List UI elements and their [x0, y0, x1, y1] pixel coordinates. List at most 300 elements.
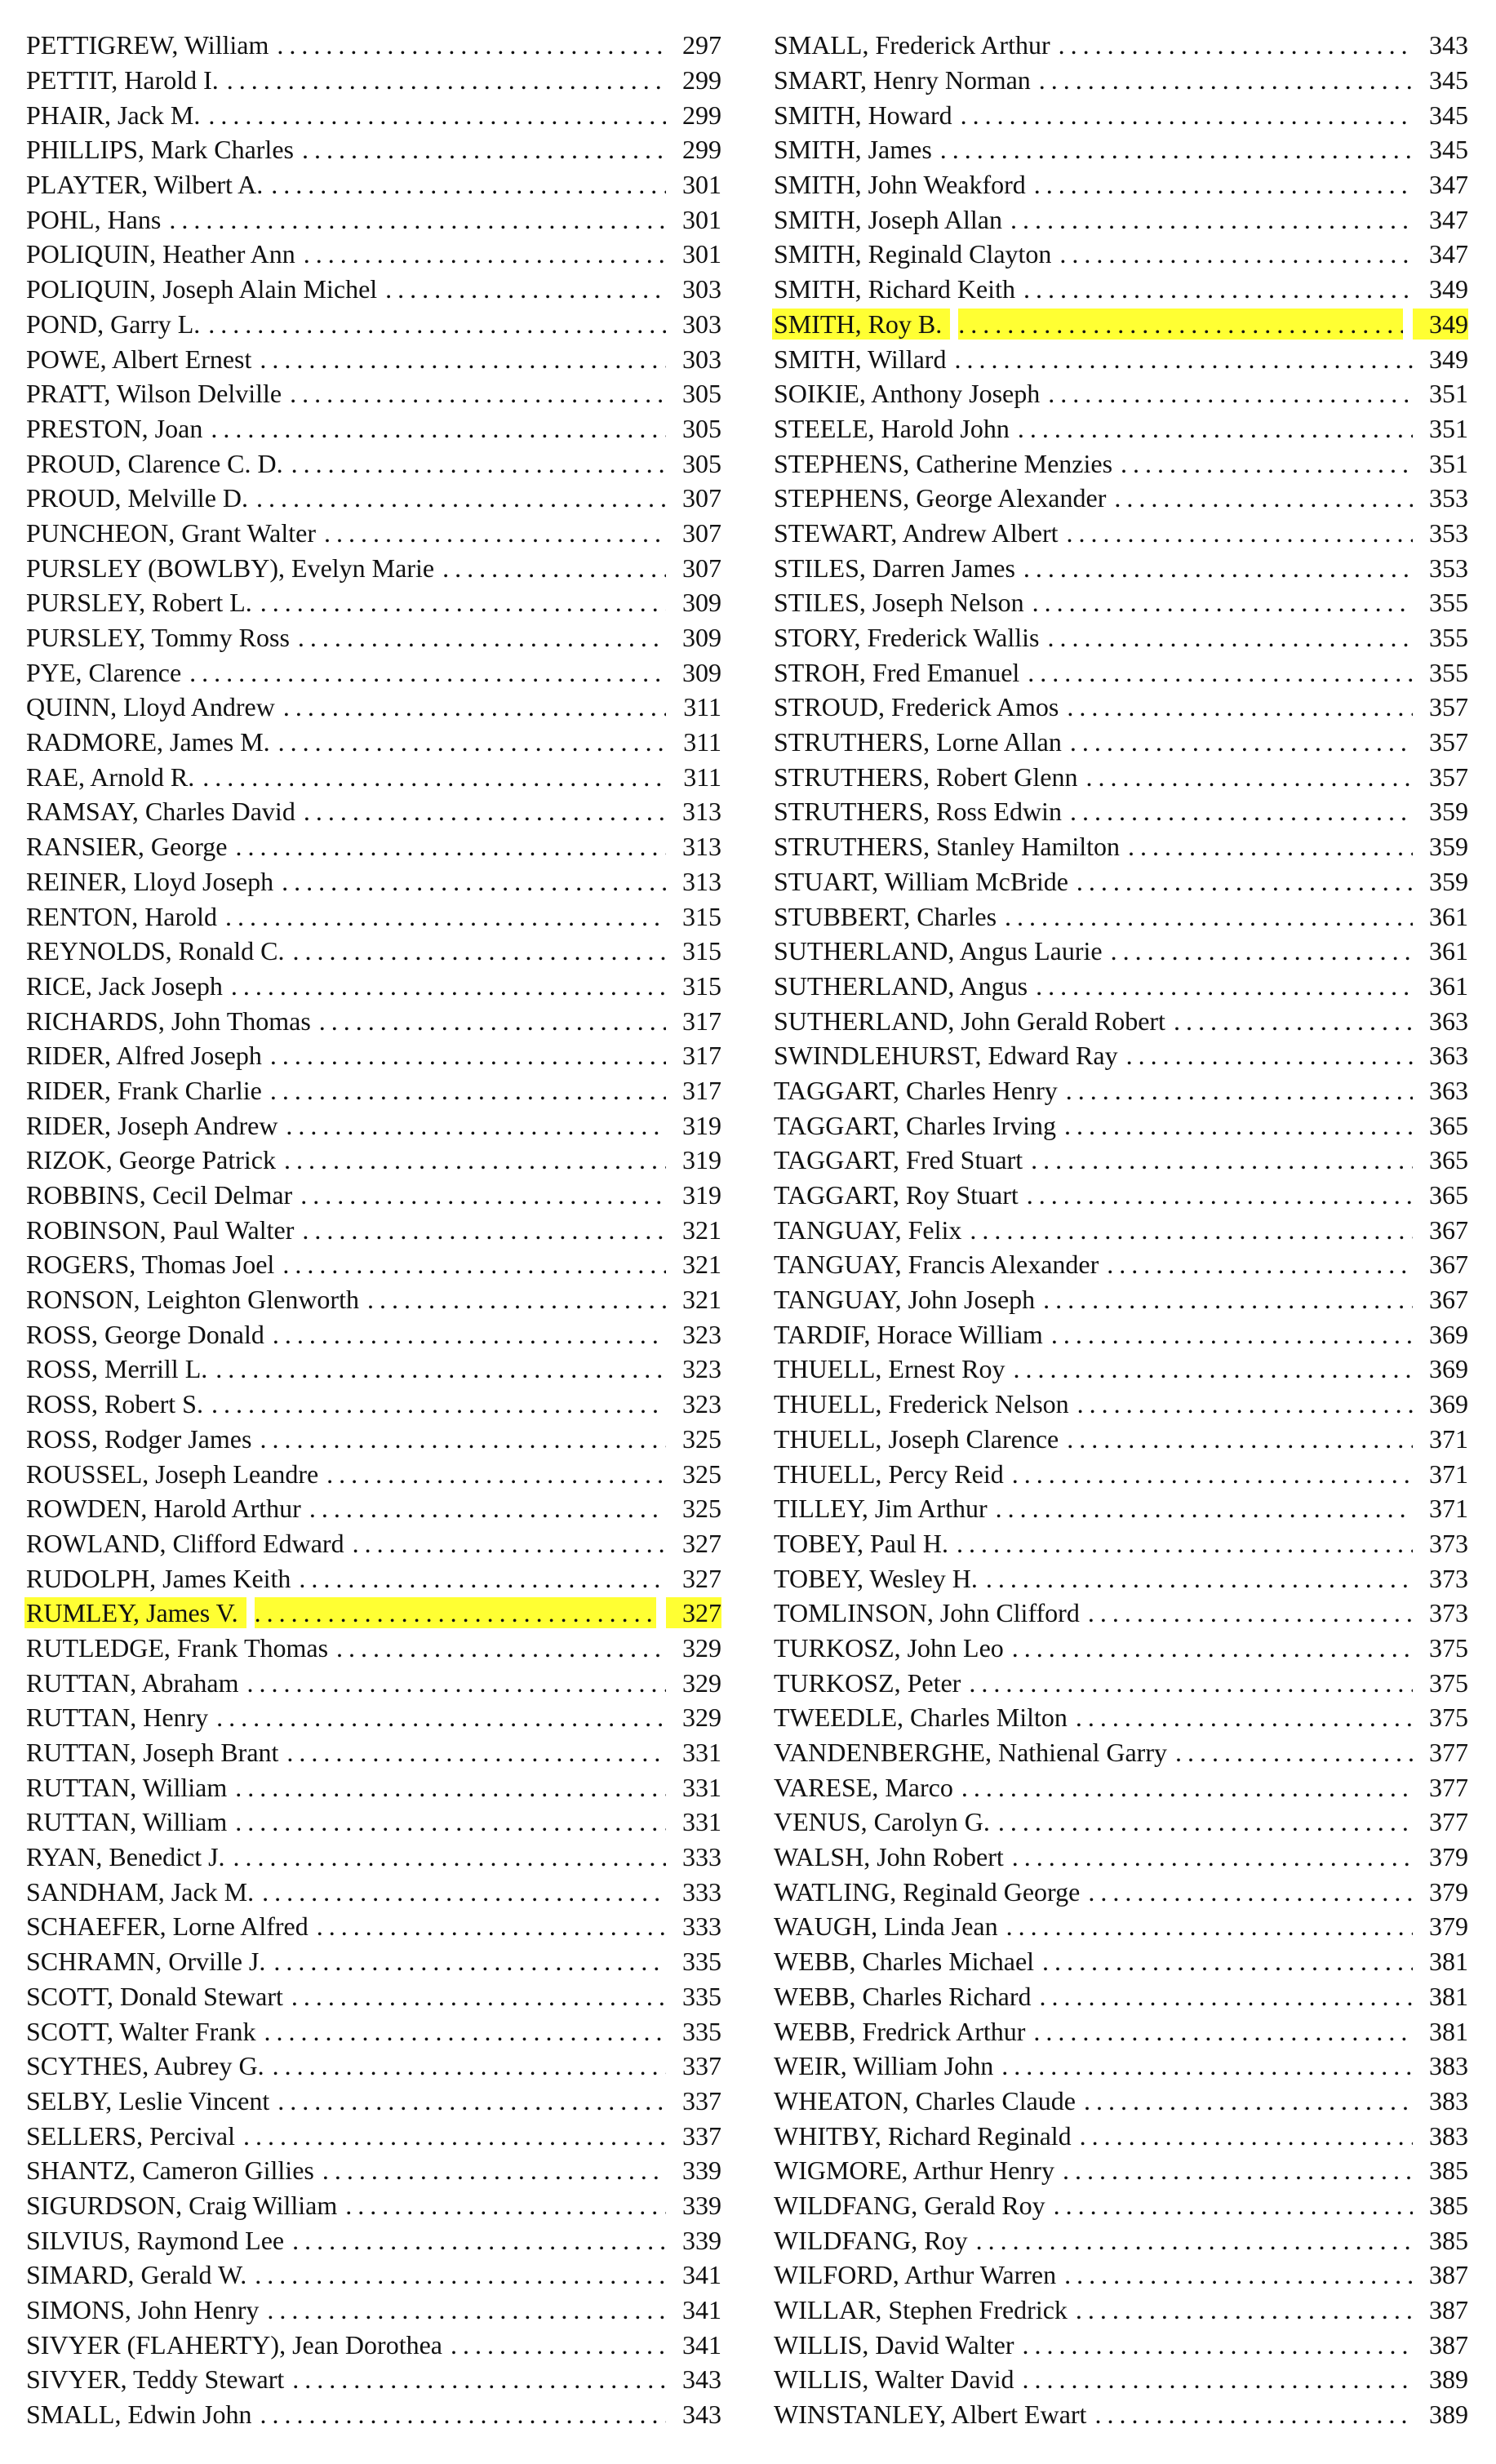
dot-leader: [1067, 517, 1413, 548]
dot-leader: [1023, 273, 1413, 304]
dot-leader: [1059, 29, 1413, 60]
entry-page-number: 341: [682, 2295, 721, 2325]
entry-page-number: 357: [1429, 761, 1468, 792]
entry-page-number: 337: [682, 2085, 721, 2115]
entry-page-number: 367: [1429, 1214, 1468, 1245]
index-entry: [26, 2222, 721, 2258]
entry-name: TANGUAY, Felix: [774, 1214, 962, 1245]
dot-leader: [1126, 1040, 1413, 1071]
index-entry: [774, 1247, 1468, 1282]
entry-name: SMITH, James: [774, 135, 932, 165]
index-column-right: [774, 28, 1468, 2431]
entry-page-number: 347: [1429, 239, 1468, 269]
index-entry: [26, 1561, 721, 1596]
dot-leader: [260, 344, 666, 375]
index-column-left: [26, 28, 721, 2431]
index-entry: [26, 341, 721, 376]
entry-page-number: 377: [1429, 1738, 1468, 1768]
entry-page-number: 299: [682, 135, 721, 165]
index-entry: [774, 690, 1468, 725]
entry-name: VENUS, Carolyn G.: [774, 1807, 990, 1837]
entry-name: SIMONS, John Henry: [26, 2295, 260, 2325]
entry-page-number: 373: [1429, 1528, 1468, 1558]
dot-leader: [271, 169, 666, 200]
entry-page-number: 327: [682, 1528, 721, 1558]
dot-leader: [1001, 2050, 1413, 2081]
entry-name: RIDER, Joseph Andrew: [26, 1110, 278, 1140]
entry-name: WILFORD, Arthur Warren: [774, 2260, 1057, 2290]
dot-leader: [1064, 2259, 1413, 2290]
entry-page-number: 335: [682, 1981, 721, 2011]
entry-page-number: 315: [682, 936, 721, 966]
dot-leader: [940, 134, 1413, 165]
dot-leader: [1080, 2120, 1413, 2151]
dot-leader: [309, 1493, 666, 1524]
entry-page-number: 335: [682, 2016, 721, 2046]
entry-page-number: 377: [1429, 1807, 1468, 1837]
index-entry: [26, 1631, 721, 1666]
dot-leader: [1034, 169, 1413, 200]
entry-name: WHITBY, Richard Reginald: [774, 2120, 1072, 2151]
index-entry: [774, 1874, 1468, 1909]
entry-page-number: 361: [1429, 970, 1468, 1001]
dot-leader: [273, 1319, 666, 1350]
dot-leader: [260, 587, 666, 618]
entry-name: ROSS, Robert S.: [26, 1389, 203, 1419]
entry-name: TURKOSZ, John Leo: [774, 1632, 1004, 1663]
entry-name: POHL, Hans: [26, 204, 162, 234]
entry-name: STEPHENS, George Alexander: [774, 483, 1107, 513]
dot-leader: [215, 1353, 666, 1384]
index-entry: [26, 655, 721, 690]
index-entry: [26, 1700, 721, 1735]
entry-name: ROSS, Rodger James: [26, 1423, 252, 1454]
entry-page-number: 319: [682, 1145, 721, 1175]
index-entry: [774, 969, 1468, 1004]
entry-name: STROUD, Frederick Amos: [774, 692, 1059, 722]
entry-page-number: 343: [682, 2400, 721, 2430]
entry-page-number: 343: [682, 2364, 721, 2395]
index-entry: [26, 550, 721, 585]
dot-leader: [1111, 935, 1413, 966]
index-entry: [26, 63, 721, 98]
dot-leader: [1039, 64, 1413, 95]
dot-leader: [1023, 2364, 1413, 2395]
entry-name: SIGURDSON, Craig William: [26, 2190, 338, 2220]
dot-leader: [233, 1841, 666, 1872]
entry-page-number: 303: [682, 274, 721, 304]
index-entry: [774, 1561, 1468, 1596]
entry-page-number: 375: [1429, 1667, 1468, 1698]
index-entry: [774, 620, 1468, 655]
dot-leader: [286, 1737, 666, 1768]
index-entry: [26, 969, 721, 1004]
index-entry: [774, 829, 1468, 864]
entry-name: WEBB, Charles Richard: [774, 1981, 1032, 2011]
entry-page-number: 347: [1429, 204, 1468, 234]
index-entry: [774, 2188, 1468, 2223]
entry-name: TANGUAY, John Joseph: [774, 1285, 1036, 1315]
entry-name: TAGGART, Fred Stuart: [774, 1145, 1023, 1175]
dot-leader: [385, 273, 666, 304]
index-entry: [26, 1526, 721, 1561]
entry-name: SMITH, Joseph Allan: [774, 204, 1002, 234]
index-entry: [774, 2327, 1468, 2362]
index-entry: [26, 2188, 721, 2223]
index-entry: [26, 1979, 721, 2014]
entry-page-number: 359: [1429, 866, 1468, 896]
dot-leader: [1174, 1006, 1413, 1037]
entry-page-number: 371: [1429, 1423, 1468, 1454]
entry-name: SOIKIE, Anthony Joseph: [774, 379, 1041, 409]
index-entry: [26, 1247, 721, 1282]
entry-page-number: 313: [682, 832, 721, 862]
entry-page-number: 325: [682, 1458, 721, 1489]
dot-leader: [970, 1214, 1413, 1245]
entry-name: STORY, Frederick Wallis: [774, 623, 1040, 653]
dot-leader: [1043, 1284, 1413, 1315]
entry-name: ROGERS, Thomas Joel: [26, 1250, 275, 1280]
index-entry: [26, 1178, 721, 1213]
entry-name: STROH, Fred Emanuel: [774, 657, 1020, 687]
index-entry: [774, 585, 1468, 620]
index-entry: [774, 1631, 1468, 1666]
dot-leader: [208, 100, 666, 131]
index-entry-highlighted: [774, 307, 1468, 342]
entry-name: WEIR, William John: [774, 2051, 994, 2081]
entry-name: WILDFANG, Gerald Roy: [774, 2190, 1045, 2220]
entry-name: WILDFANG, Roy: [774, 2225, 968, 2255]
entry-name: PETTIT, Harold I.: [26, 65, 219, 95]
dot-leader: [1028, 657, 1413, 688]
index-entry: [774, 411, 1468, 446]
entry-page-number: 301: [682, 204, 721, 234]
entry-page-number: 355: [1429, 657, 1468, 687]
entry-name: RUTTAN, Abraham: [26, 1667, 239, 1698]
entry-page-number: 321: [682, 1250, 721, 1280]
entry-page-number: 383: [1429, 2085, 1468, 2115]
entry-page-number: 311: [683, 761, 721, 792]
entry-page-number: 319: [682, 1110, 721, 1140]
entry-page-number: 353: [1429, 553, 1468, 583]
index-entry: [774, 237, 1468, 272]
entry-name: PROUD, Melville D.: [26, 483, 248, 513]
dot-leader: [958, 309, 1403, 340]
entry-page-number: 307: [682, 517, 721, 548]
entry-page-number: 317: [682, 1075, 721, 1105]
entry-page-number: 351: [1429, 413, 1468, 443]
entry-name: SELLERS, Percival: [26, 2120, 235, 2151]
entry-name: STUBBERT, Charles: [774, 901, 997, 931]
entry-name: THUELL, Frederick Nelson: [774, 1389, 1069, 1419]
index-entry: [774, 202, 1468, 237]
entry-page-number: 303: [682, 309, 721, 339]
dot-leader: [1067, 1423, 1413, 1454]
entry-name: STRUTHERS, Stanley Hamilton: [774, 832, 1120, 862]
entry-name: STUART, William McBride: [774, 866, 1068, 896]
entry-name: SUTHERLAND, Angus Laurie: [774, 936, 1103, 966]
dot-leader: [367, 1284, 666, 1315]
index-entry: [774, 1526, 1468, 1561]
entry-page-number: 367: [1429, 1285, 1468, 1315]
entry-page-number: 305: [682, 413, 721, 443]
index-entry: [774, 1944, 1468, 1979]
entry-page-number: 359: [1429, 797, 1468, 827]
entry-page-number: 357: [1429, 692, 1468, 722]
dot-leader: [255, 2259, 666, 2290]
index-entry: [26, 1282, 721, 1317]
entry-page-number: 351: [1429, 379, 1468, 409]
index-entry: [774, 28, 1468, 63]
entry-name: TILLEY, Jim Arthur: [774, 1494, 988, 1524]
index-entry: [26, 1840, 721, 1875]
entry-name: STILES, Joseph Nelson: [774, 588, 1024, 618]
entry-name: PLAYTER, Wilbert A.: [26, 170, 264, 200]
entry-name: RADMORE, James M.: [26, 727, 270, 757]
entry-page-number: 307: [682, 553, 721, 583]
dot-leader: [292, 2225, 666, 2256]
index-entry: [774, 759, 1468, 794]
dot-leader: [262, 1876, 666, 1907]
entry-page-number: 339: [682, 2155, 721, 2186]
entry-name: WEBB, Fredrick Arthur: [774, 2016, 1026, 2046]
dot-leader: [1012, 1841, 1413, 1872]
entry-name: WIGMORE, Arthur Henry: [774, 2155, 1054, 2186]
entry-page-number: 329: [682, 1632, 721, 1663]
dot-leader: [1042, 1946, 1413, 1977]
index-entry: [774, 376, 1468, 411]
dot-leader: [1085, 761, 1413, 792]
entry-page-number: 345: [1429, 65, 1468, 95]
entry-page-number: 369: [1429, 1389, 1468, 1419]
index-entry: [26, 1038, 721, 1073]
dot-leader: [202, 761, 666, 792]
entry-page-number: 337: [682, 2051, 721, 2081]
dot-leader: [291, 1981, 666, 2012]
entry-name: RUTTAN, William: [26, 1807, 228, 1837]
entry-name: PRATT, Wilson Delville: [26, 379, 282, 409]
entry-page-number: 323: [682, 1389, 721, 1419]
entry-page-number: 371: [1429, 1494, 1468, 1524]
dot-leader: [286, 1110, 666, 1141]
dot-leader: [961, 1772, 1413, 1803]
index-entry: [26, 829, 721, 864]
entry-page-number: 339: [682, 2190, 721, 2220]
entry-name: SMITH, Willard: [774, 344, 947, 374]
dot-leader: [996, 1493, 1413, 1524]
dot-leader: [284, 1144, 666, 1175]
dot-leader: [1076, 2294, 1413, 2325]
index-entry: [26, 1456, 721, 1491]
entry-name: SWINDLEHURST, Edward Ray: [774, 1041, 1118, 1071]
dot-leader: [324, 517, 666, 548]
dot-leader: [345, 2190, 666, 2221]
entry-page-number: 351: [1429, 448, 1468, 478]
entry-name: SIVYER, Teddy Stewart: [26, 2364, 285, 2395]
dot-leader: [1031, 1144, 1413, 1175]
dot-leader: [273, 1946, 666, 1977]
entry-page-number: 373: [1429, 1563, 1468, 1593]
entry-name: RUMLEY, James V.: [24, 1597, 246, 1628]
entry-page-number: 333: [682, 1876, 721, 1907]
index-entry: [26, 272, 721, 307]
index-entry: [26, 2397, 721, 2432]
index-entry: [774, 2013, 1468, 2049]
index-entry: [26, 1143, 721, 1178]
entry-name: RAE, Arnold R.: [26, 761, 195, 792]
dot-leader: [1107, 1249, 1413, 1280]
index-entry: [774, 97, 1468, 132]
index-entry: [774, 1596, 1468, 1631]
dot-leader: [1010, 204, 1413, 235]
dot-leader: [299, 1563, 666, 1594]
dot-leader: [1036, 970, 1413, 1001]
dot-leader: [998, 1806, 1413, 1837]
dot-leader: [986, 1563, 1413, 1594]
entry-page-number: 305: [682, 448, 721, 478]
entry-page-number: 349: [1429, 344, 1468, 374]
index-entry: [26, 1944, 721, 1979]
index-entry: [774, 550, 1468, 585]
index-entry: [26, 1874, 721, 1909]
index-entry: [774, 1178, 1468, 1213]
index-entry: [774, 132, 1468, 167]
index-entry: [774, 1979, 1468, 2014]
entry-name: STILES, Darren James: [774, 553, 1015, 583]
entry-name: TARDIF, Horace William: [774, 1319, 1043, 1349]
index-entry: [26, 794, 721, 829]
entry-name: WHEATON, Charles Claude: [774, 2085, 1076, 2115]
dot-leader: [1128, 831, 1413, 862]
dot-leader: [969, 1667, 1413, 1698]
entry-page-number: 309: [682, 623, 721, 653]
entry-name: PURSLEY, Robert L.: [26, 588, 252, 618]
entry-name: VANDENBERGHE, Nathienal Garry: [774, 1738, 1167, 1768]
entry-name: SMITH, Roy B.: [772, 309, 950, 340]
entry-name: RANSIER, George: [26, 832, 228, 862]
entry-page-number: 355: [1429, 623, 1468, 653]
dot-leader: [277, 29, 666, 60]
index-entry: [26, 690, 721, 725]
dot-leader: [1012, 1632, 1413, 1663]
entry-page-number: 345: [1429, 100, 1468, 130]
dot-leader: [1077, 1388, 1413, 1419]
index-entry: [26, 2362, 721, 2397]
dot-leader: [300, 1179, 666, 1210]
entry-page-number: 367: [1429, 1250, 1468, 1280]
entry-page-number: 365: [1429, 1110, 1468, 1140]
entry-name: SUTHERLAND, Angus: [774, 970, 1028, 1001]
entry-name: TURKOSZ, Peter: [774, 1667, 961, 1698]
index-entry: [26, 2118, 721, 2153]
entry-page-number: 389: [1429, 2364, 1468, 2395]
dot-leader: [1094, 2399, 1413, 2430]
index-entry: [774, 2397, 1468, 2432]
entry-page-number: 339: [682, 2225, 721, 2255]
entry-name: THUELL, Joseph Clarence: [774, 1423, 1059, 1454]
dot-leader: [1047, 622, 1413, 653]
entry-name: TOBEY, Wesley H.: [774, 1563, 978, 1593]
index-entry: [774, 1108, 1468, 1143]
dot-leader: [961, 100, 1413, 131]
entry-page-number: 315: [682, 901, 721, 931]
dot-leader: [1012, 1458, 1413, 1489]
entry-page-number: 305: [682, 379, 721, 409]
index-entry: [26, 1665, 721, 1700]
dot-leader: [243, 2120, 666, 2151]
entry-name: PETTIGREW, William: [26, 30, 269, 60]
index-entry: [774, 341, 1468, 376]
entry-page-number: 379: [1429, 1911, 1468, 1942]
dot-leader: [273, 2050, 666, 2081]
entry-page-number: 313: [682, 797, 721, 827]
index-entry: [774, 481, 1468, 516]
index-entry: [26, 2258, 721, 2293]
entry-page-number: 333: [682, 1911, 721, 1942]
dot-leader: [1067, 691, 1413, 722]
index-entry: [774, 1352, 1468, 1387]
entry-page-number: 319: [682, 1180, 721, 1210]
index-entry: [26, 202, 721, 237]
index-entry: [26, 2293, 721, 2328]
index-entry: [26, 2013, 721, 2049]
entry-page-number: 387: [1429, 2260, 1468, 2290]
entry-page-number: 331: [682, 1807, 721, 1837]
entry-page-number: 325: [682, 1494, 721, 1524]
dot-leader: [264, 2016, 666, 2047]
entry-name: STEELE, Harold John: [774, 413, 1010, 443]
dot-leader: [1070, 726, 1413, 757]
entry-name: RIDER, Frank Charlie: [26, 1075, 262, 1105]
dot-leader: [304, 238, 666, 269]
dot-leader: [235, 1772, 666, 1803]
dot-leader: [1054, 2190, 1413, 2221]
entry-name: RUTTAN, Joseph Brant: [26, 1738, 279, 1768]
entry-name: TAGGART, Roy Stuart: [774, 1180, 1019, 1210]
entry-page-number: 323: [682, 1319, 721, 1349]
entry-page-number: 307: [682, 483, 721, 513]
index-entry: [26, 620, 721, 655]
entry-name: TANGUAY, Francis Alexander: [774, 1250, 1099, 1280]
dot-leader: [255, 1597, 656, 1628]
entry-page-number: 341: [682, 2329, 721, 2360]
entry-name: RYAN, Benedict J.: [26, 1842, 225, 1872]
entry-name: WILLIS, Walter David: [774, 2364, 1014, 2395]
entry-name: SMART, Henry Norman: [774, 65, 1031, 95]
dot-leader: [231, 970, 666, 1001]
entry-page-number: 309: [682, 588, 721, 618]
entry-name: PYE, Clarence: [26, 657, 182, 687]
entry-page-number: 353: [1429, 483, 1468, 513]
entry-name: POWE, Albert Ernest: [26, 344, 252, 374]
entry-page-number: 303: [682, 344, 721, 374]
entry-name: SIVYER (FLAHERTY), Jean Dorothea: [26, 2329, 442, 2360]
dot-leader: [1023, 553, 1413, 584]
entry-page-number: 383: [1429, 2051, 1468, 2081]
entry-page-number: 331: [682, 1772, 721, 1802]
entry-page-number: 365: [1429, 1180, 1468, 1210]
entry-page-number: 381: [1429, 2016, 1468, 2046]
entry-page-number: 369: [1429, 1354, 1468, 1384]
index-entry: [774, 1073, 1468, 1108]
entry-page-number: 333: [682, 1842, 721, 1872]
dot-leader: [270, 1040, 666, 1071]
entry-name: SIMARD, Gerald W.: [26, 2260, 247, 2290]
dot-leader: [326, 1458, 666, 1489]
entry-name: PHILLIPS, Mark Charles: [26, 135, 294, 165]
entry-name: RUTTAN, William: [26, 1772, 228, 1802]
entry-name: WILLAR, Stephen Fredrick: [774, 2295, 1068, 2325]
